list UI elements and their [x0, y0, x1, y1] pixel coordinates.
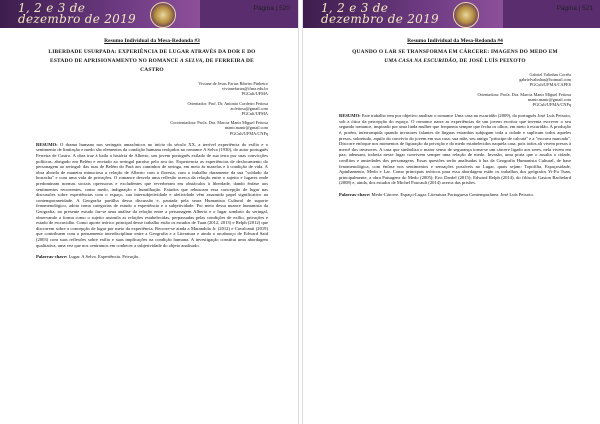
page-number: Página | 520 — [253, 5, 290, 12]
header-banner — [303, 0, 600, 28]
page-number: Página | 521 — [556, 5, 593, 12]
abstract-paragraph: RESUMO: Este trabalho tem por objetivo analisar o romance Uma casa na escuridão (2009), do português José Luís Peixoto, sob a ótica da percepção do espaço. O romance narra as experiências de um jovem escritor que inventa escrever o seu segundo romance, inspirado por uma linda mulher que frequenta sempre que fecha os olhos, em meio à escuridão. A produção é, porém, interrompida quando invasores falantes de línguas estranhas subjugam toda a cidade e suplicam todos aqueles presos, sobretudo, aquilo do convívio do jovem em sua casa: sua mãe, seu amigo "príncipe de calcutá" e a "escrava marcada". Discorre enfoque nos momentos de figuração da privação e do medo estabelecidos naquela casa, pois todos ali vivem presos à mercê dos invasores. A casa que simboliza o maior senso de segurança torna-se um cárcere ligado aos seres, nela vivem em paz; adensam, todavia nesse lugar convivem sempre uma relação de medo. Invasão, uma porta que o assalta a cidade, conflitos e ansiedades dos personagens. Essas questões serão analisadas à luz da Geografia Humanista Cultural, de base fenomenológica, com ênfase nos sentimentos e sensações possíveis no Lugar, quais sejam: Topofilia, Espaçosidade, Apinhamento, Medo e Lar. Como principais teóricos para essa abordagem estão os trabalhos dos geógrafos Yi-Fu Tuan, principalmente, a obra Paisagens do Medo (2005); Eric Dardel (2015); Edward Relph (2014), do filósofo Gaston Bachelard (2008) e, ainda, dos estudos de Michel Foucault (2014) acerca das prisões. — [339, 113, 571, 186]
page-right — [302, 0, 600, 424]
banner-title: 1, 2 e 3 de dezembro de 2019 — [18, 1, 136, 26]
author-entry: Gabriel Valinhas Corrêa gabrielvalinhas@hotmail.com PGCult/UFMA/CAPES — [519, 72, 571, 88]
page-content — [339, 38, 571, 204]
author-entry: Orientadora: Profa. Dra. Marcia Manir Miguel Feitosa manir.manir@gmail.com PGCult/UFMA/CNPq — [477, 91, 571, 108]
section-heading: Resumo Individual da Mesa-Redonda #4 — [407, 38, 503, 44]
abstract-paragraph: RESUMO: O drama humano nos seringais amazônicos no início do século XX, a terrível experiência do exílio e o sentimento de limitação e medo são elementos da condição humana realçados no romance A Selva (1930), do autor português Ferreira de Castro. A obra traz à baila a história de Alberto, um jovem português exilado de sua terra por suas convicções políticas, abrigado em Belém e enviado ao seringal paraíso pelo seu tio. Experiencia as experiências de deslocamento do personagem ao seringal: das ruas de Belém do Pará aos caminhos de seringa, em meio às mazelas e à condição de vida. A obra aborda de maneira minuciosa a relação de Alberto com a floresta, com o trabalho duramente da sua "soldado da borracha" e com uma vida de privações. O romance desvela uma reflexão acerca da relação entre o sujeito e lugares onde predominam normas sociais opressoras e excludentes que reverberam em obstáculos à liberdade, dando ênfase aos sentimentos recorrentes, como medo, indignação e humilhação. Estudos que rebuscam essa concepção de lugar nas discussões sobre experiências com o espaço, sua intersubjetividade e afetividade vêm assumido papel significativo na contemporaneidade. A Geografia partilha dessa discussão e, pautada pela seara Humanista Cultural de suporte fenomenológico, adota como categorias de estudo a experiência e a subjetividade. Por meio dessa nuance humanista da Geografia, no presente estudo faz-se uma análise da relação entre a personagem Alberto e o lugar sombrio do seringal, observando a forma como o sujeito assimila as relações estabelecidas, perpassadas pelas condições de exílio, privações e estado de escravidão. Como aporte teórico principal desse trabalho estão os estudos de Tuan (2012, 2013) e Relph (2012) que discorrem sobre a concepção de lugar por meio da experiência. Recorre-se ainda a Marandola Jr. (2012) e Cavalcanti (2019) que contribuem com o pensamento interdisciplinar entre a Geografia e a Literatura e ainda o arcabouço de Edward Said (2003) com suas reflexões sobre exílio e suas implicações na condição humana. A investigação constitui uma abordagem qualitativa, uma vez que nos centramos em conhecer a subjetividade do objeto analisado. — [36, 141, 268, 248]
keywords-paragraph: Palavras-chave: Lugar. A Selva. Experiência. Privação. — [36, 254, 140, 260]
author-list — [339, 72, 571, 107]
page-content — [36, 38, 268, 266]
banner-graphic — [0, 0, 200, 28]
work-title: LIBERDADE USURPADA: EXPERIÊNCIA DE LUGAR ATRAVÉS DA DOR E DO ESTADO DE APRISIONAMENTO NO ROMANCE A SELVA, DE FERREIRA DE CASTRO — [48, 49, 256, 73]
author-list — [36, 81, 268, 136]
section-heading: Resumo Individual da Mesa-Redonda #3 — [104, 38, 200, 44]
page-left — [0, 0, 299, 424]
author-entry: Viviane de Jesus Farias Ribeiro Pinheiro vivianefarias@ifma.edu.br PGCult/UFMA — [198, 81, 268, 97]
banner-graphic — [303, 0, 503, 28]
event-logo-icon — [453, 2, 479, 28]
work-title: QUANDO O LAR SE TRANSFORMA EM CÁRCERE: IMAGENS DO MEDO EM UMA CASA NA ESCURIDÃO, DE JOSÉ LUÍS PEIXOTO — [352, 49, 558, 64]
author-entry: Orientador: Prof. Dr. Antonio Cordeiro Feitosa acfeitosa@gmail.com PGCult/UFMA — [187, 100, 268, 117]
author-entry: Coorientadora: Profa. Dra. Marcia Manir Miguel Feitosa manir.manir@gmail.com PGCult/UFMA/CNPq — [170, 120, 268, 136]
banner-title: 1, 2 e 3 de dezembro de 2019 — [321, 1, 439, 26]
event-logo-icon — [150, 2, 176, 28]
keywords-paragraph: Palavras-chave: Medo-Cárcere. Espaço-Lugar. Literatura Portuguesa Contemporânea. José Luís Peixoto. — [339, 191, 534, 197]
